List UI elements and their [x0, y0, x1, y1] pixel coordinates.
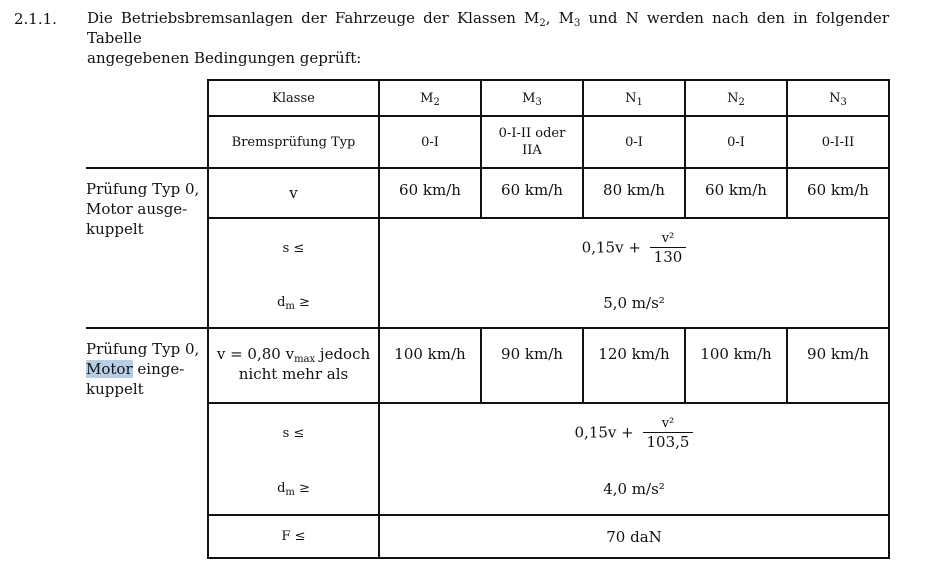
- blank-corner-2: [86, 116, 208, 168]
- blank-corner: [86, 80, 208, 116]
- brake-test-table: [86, 79, 890, 559]
- section1-speed-m3: 60 km/h: [481, 168, 583, 218]
- klasse-label: Klasse: [208, 80, 379, 116]
- section2-s-label: s ≤: [208, 403, 379, 463]
- section2-s-formula: 0,15v + $\frac{\text{v²}}{103,5}$: [379, 403, 889, 463]
- intro-paragraph: [87, 8, 889, 68]
- section1-speed-n2: 60 km/h: [685, 168, 787, 218]
- bremspruefung-label: Bremsprüfung Typ: [208, 116, 379, 168]
- type-m2: 0-I: [379, 116, 481, 168]
- section2-speed-m2: 100 km/h: [379, 328, 481, 403]
- section1-speed-n3: 60 km/h: [787, 168, 889, 218]
- class-m3: $M_3$: [481, 80, 583, 116]
- section-number: 2.1.1.: [14, 10, 57, 28]
- section1-label: Prüfung Typ 0, Motor ausge- kuppelt: [86, 168, 208, 328]
- section1-s-formula: 0,15v + $\frac{\text{v²}}{130}$: [379, 218, 889, 278]
- type-n3: 0-I-II: [787, 116, 889, 168]
- section1-speed-m2: 60 km/h: [379, 168, 481, 218]
- section2-v-label: v = 0,80 $v_{max}$ jedoch nicht mehr als: [208, 328, 379, 403]
- section2-label: Prüfung Typ 0, Motor einge- kuppelt: [86, 328, 208, 515]
- intro-line-2: angegebenen Bedingungen geprüft:: [87, 49, 362, 67]
- type-n1: 0-I: [583, 116, 685, 168]
- section1-dm-value: 5,0 m/s²: [379, 278, 889, 328]
- type-n2: 0-I: [685, 116, 787, 168]
- section2-dm-value: 4,0 m/s²: [379, 463, 889, 515]
- force-label: F ≤: [208, 515, 379, 558]
- class-m2: $M_2$: [379, 80, 481, 116]
- section1-speed-n1: 80 km/h: [583, 168, 685, 218]
- type-m3: 0-I-II oder IIA: [481, 116, 583, 168]
- force-value: 70 daN: [379, 515, 889, 558]
- section1-s-label: s ≤: [208, 218, 379, 278]
- section1-dm-label: $d_m$ ≥: [208, 278, 379, 328]
- section2-speed-m3: 90 km/h: [481, 328, 583, 403]
- section2-speed-n3: 90 km/h: [787, 328, 889, 403]
- intro-line-1: Die Betriebsbremsanlagen der Fahrzeuge der Klassen $M_2$, $M_3$ und N werden nach den in folgender Tabelle: [87, 9, 889, 47]
- class-n3: $N_3$: [787, 80, 889, 116]
- section2-speed-n1: 120 km/h: [583, 328, 685, 403]
- blank-force-left: [86, 515, 208, 558]
- section1-v-label: v: [208, 168, 379, 218]
- section2-speed-n2: 100 km/h: [685, 328, 787, 403]
- class-n1: $N_1$: [583, 80, 685, 116]
- class-n2: $N_2$: [685, 80, 787, 116]
- highlighted-word: Motor: [86, 360, 133, 378]
- section2-dm-label: $d_m$ ≥: [208, 463, 379, 515]
